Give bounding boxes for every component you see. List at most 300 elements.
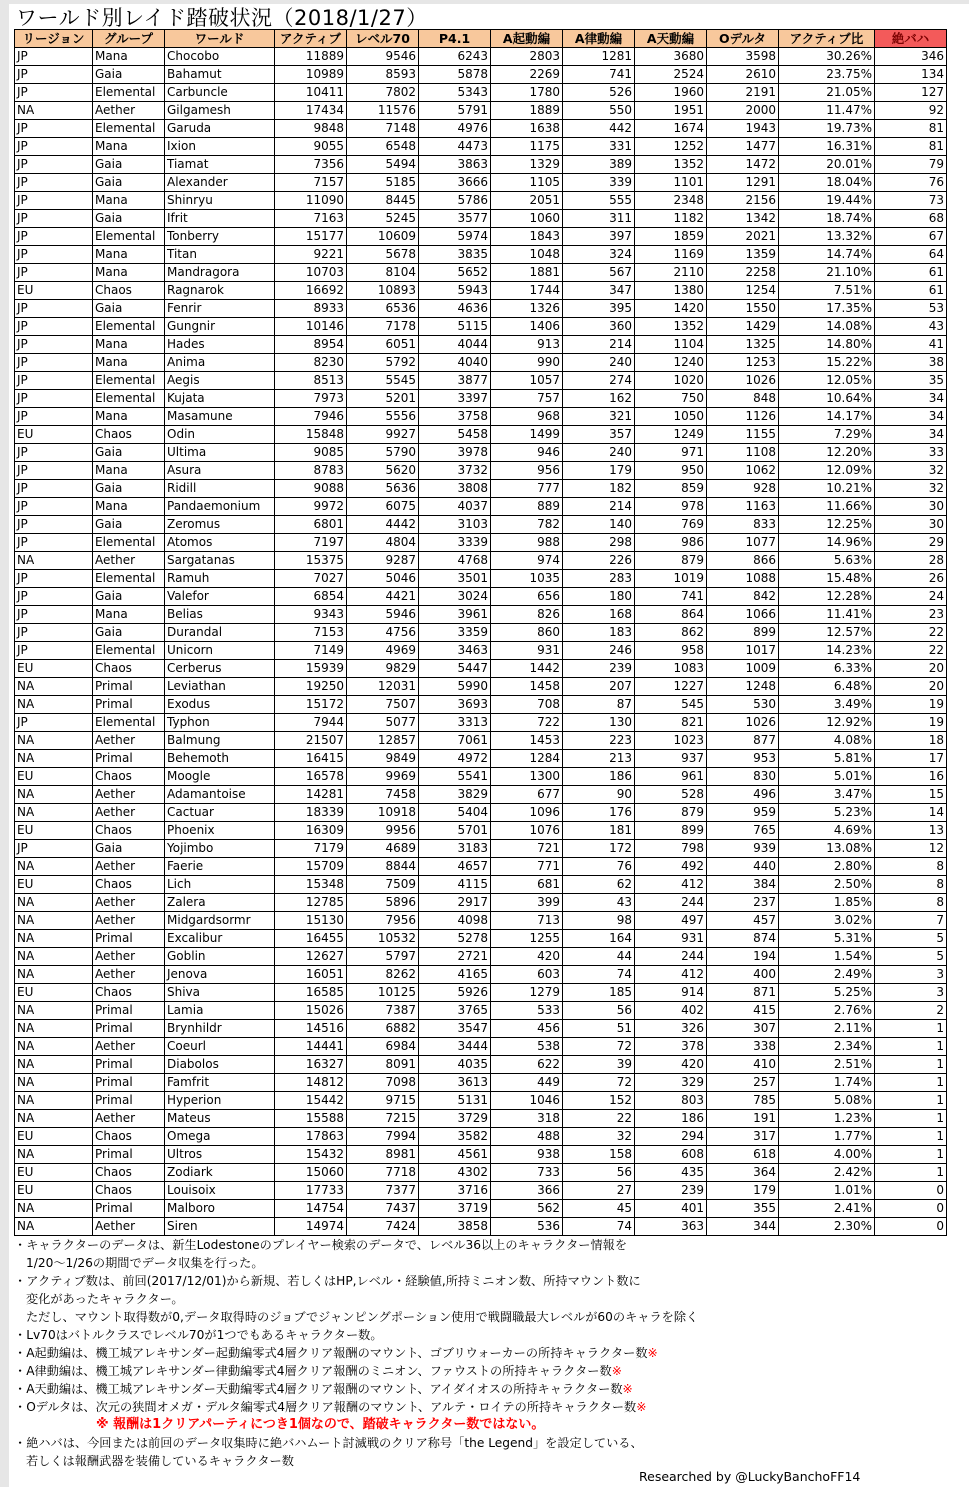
- cell-world: Tiamat: [165, 156, 275, 174]
- cell-o-delta: 237: [707, 894, 779, 912]
- table-row: [15, 156, 947, 174]
- cell-ultimate-bahamut: 8: [875, 858, 947, 876]
- cell-a-kido: 1076: [491, 822, 563, 840]
- cell-active-ratio: 2.34%: [779, 1038, 875, 1056]
- cell-a-tendo: 1101: [635, 174, 707, 192]
- cell-ultimate-bahamut: 8: [875, 894, 947, 912]
- cell-a-ritsudo: 181: [563, 822, 635, 840]
- cell-group: Gaia: [93, 840, 165, 858]
- cell-region: EU: [15, 822, 93, 840]
- cell-p41: 3961: [419, 606, 491, 624]
- cell-a-kido: 538: [491, 1038, 563, 1056]
- cell-p41: 2917: [419, 894, 491, 912]
- cell-group: Mana: [93, 336, 165, 354]
- cell-region: JP: [15, 192, 93, 210]
- cell-ultimate-bahamut: 38: [875, 354, 947, 372]
- cell-active-ratio: 1.54%: [779, 948, 875, 966]
- cell-active: 7946: [275, 408, 347, 426]
- cell-p41: 3339: [419, 534, 491, 552]
- cell-a-tendo: 402: [635, 1002, 707, 1020]
- cell-level70: 9956: [347, 822, 419, 840]
- table-body: [15, 48, 947, 1236]
- table-row: [15, 444, 947, 462]
- cell-a-tendo: 1951: [635, 102, 707, 120]
- cell-active-ratio: 12.20%: [779, 444, 875, 462]
- cell-active-ratio: 21.05%: [779, 84, 875, 102]
- cell-group: Chaos: [93, 660, 165, 678]
- cell-o-delta: 1017: [707, 642, 779, 660]
- cell-group: Mana: [93, 354, 165, 372]
- cell-level70: 7215: [347, 1110, 419, 1128]
- cell-active-ratio: 7.51%: [779, 282, 875, 300]
- cell-a-kido: 318: [491, 1110, 563, 1128]
- cell-o-delta: 1088: [707, 570, 779, 588]
- cell-p41: 3732: [419, 462, 491, 480]
- note-a-ritsudo: ・A律動編は、機工城アレキサンダー律動編零式4層クリア報酬のミニオン、ファウストの所持キャラクター数※: [14, 1364, 622, 1378]
- cell-region: JP: [15, 534, 93, 552]
- cell-p41: 5926: [419, 984, 491, 1002]
- cell-region: NA: [15, 1200, 93, 1218]
- cell-level70: 10125: [347, 984, 419, 1002]
- cell-a-kido: 449: [491, 1074, 563, 1092]
- cell-o-delta: 1342: [707, 210, 779, 228]
- cell-ultimate-bahamut: 1: [875, 1110, 947, 1128]
- cell-p41: 5404: [419, 804, 491, 822]
- cell-a-kido: 1096: [491, 804, 563, 822]
- cell-region: EU: [15, 768, 93, 786]
- table-row: [15, 1002, 947, 1020]
- cell-a-ritsudo: 152: [563, 1092, 635, 1110]
- cell-a-kido: 913: [491, 336, 563, 354]
- cell-a-tendo: 420: [635, 1056, 707, 1074]
- cell-o-delta: 191: [707, 1110, 779, 1128]
- cell-level70: 5545: [347, 372, 419, 390]
- cell-region: EU: [15, 1182, 93, 1200]
- cell-ultimate-bahamut: 1: [875, 1056, 947, 1074]
- cell-p41: 3858: [419, 1218, 491, 1236]
- cell-ultimate-bahamut: 1: [875, 1128, 947, 1146]
- cell-active: 16578: [275, 768, 347, 786]
- cell-a-kido: 1057: [491, 372, 563, 390]
- cell-a-tendo: 1859: [635, 228, 707, 246]
- cell-active-ratio: 18.74%: [779, 210, 875, 228]
- table-row: [15, 804, 947, 822]
- cell-p41: 5878: [419, 66, 491, 84]
- cell-ultimate-bahamut: 68: [875, 210, 947, 228]
- cell-level70: 5790: [347, 444, 419, 462]
- table-row: [15, 1020, 947, 1038]
- col-header-a-tendo: A天動編: [635, 30, 707, 48]
- left-border: [0, 0, 9, 1487]
- cell-level70: 6075: [347, 498, 419, 516]
- cell-p41: 4561: [419, 1146, 491, 1164]
- cell-active-ratio: 2.51%: [779, 1056, 875, 1074]
- cell-p41: 4037: [419, 498, 491, 516]
- table-row: [15, 894, 947, 912]
- cell-active-ratio: 12.92%: [779, 714, 875, 732]
- cell-world: Masamune: [165, 408, 275, 426]
- notes-section: [14, 1236, 954, 1470]
- cell-region: JP: [15, 354, 93, 372]
- cell-o-delta: 1163: [707, 498, 779, 516]
- cell-level70: 5620: [347, 462, 419, 480]
- cell-a-kido: 1035: [491, 570, 563, 588]
- cell-level70: 9849: [347, 750, 419, 768]
- cell-world: Malboro: [165, 1200, 275, 1218]
- cell-a-kido: 1406: [491, 318, 563, 336]
- cell-p41: 3577: [419, 210, 491, 228]
- cell-ultimate-bahamut: 41: [875, 336, 947, 354]
- col-header-world: ワールド: [165, 30, 275, 48]
- cell-a-kido: 1046: [491, 1092, 563, 1110]
- cell-a-tendo: 1252: [635, 138, 707, 156]
- cell-ultimate-bahamut: 81: [875, 120, 947, 138]
- cell-level70: 12857: [347, 732, 419, 750]
- cell-active: 15130: [275, 912, 347, 930]
- cell-active: 9221: [275, 246, 347, 264]
- cell-a-ritsudo: 76: [563, 858, 635, 876]
- cell-level70: 7956: [347, 912, 419, 930]
- table-row: [15, 966, 947, 984]
- cell-active-ratio: 14.80%: [779, 336, 875, 354]
- cell-world: Hyperion: [165, 1092, 275, 1110]
- cell-p41: 3877: [419, 372, 491, 390]
- cell-a-kido: 889: [491, 498, 563, 516]
- cell-p41: 4473: [419, 138, 491, 156]
- cell-p41: 3666: [419, 174, 491, 192]
- cell-a-kido: 2269: [491, 66, 563, 84]
- cell-world: Hades: [165, 336, 275, 354]
- cell-region: NA: [15, 858, 93, 876]
- table-row: [15, 606, 947, 624]
- table-row: [15, 840, 947, 858]
- cell-a-ritsudo: 168: [563, 606, 635, 624]
- cell-o-delta: 1066: [707, 606, 779, 624]
- cell-p41: 2721: [419, 948, 491, 966]
- cell-a-ritsudo: 397: [563, 228, 635, 246]
- table-row: [15, 1038, 947, 1056]
- cell-a-ritsudo: 347: [563, 282, 635, 300]
- cell-active: 7027: [275, 570, 347, 588]
- table-row: [15, 1146, 947, 1164]
- cell-p41: 5974: [419, 228, 491, 246]
- cell-p41: 3582: [419, 1128, 491, 1146]
- col-header-p41: P4.1: [419, 30, 491, 48]
- cell-o-delta: 400: [707, 966, 779, 984]
- cell-a-ritsudo: 226: [563, 552, 635, 570]
- cell-ultimate-bahamut: 18: [875, 732, 947, 750]
- cell-level70: 8844: [347, 858, 419, 876]
- cell-p41: 3547: [419, 1020, 491, 1038]
- table-row: [15, 588, 947, 606]
- table-row: [15, 336, 947, 354]
- cell-region: JP: [15, 174, 93, 192]
- cell-a-ritsudo: 186: [563, 768, 635, 786]
- cell-active: 8783: [275, 462, 347, 480]
- cell-active-ratio: 10.21%: [779, 480, 875, 498]
- cell-a-ritsudo: 389: [563, 156, 635, 174]
- cell-p41: 3829: [419, 786, 491, 804]
- cell-active: 9972: [275, 498, 347, 516]
- cell-level70: 5946: [347, 606, 419, 624]
- cell-ultimate-bahamut: 23: [875, 606, 947, 624]
- cell-a-tendo: 879: [635, 552, 707, 570]
- note-active-cont: 変化があったキャラクター。: [26, 1292, 184, 1306]
- cell-p41: 5943: [419, 282, 491, 300]
- cell-level70: 5556: [347, 408, 419, 426]
- cell-group: Gaia: [93, 444, 165, 462]
- cell-active-ratio: 12.25%: [779, 516, 875, 534]
- cell-ultimate-bahamut: 0: [875, 1182, 947, 1200]
- cell-ultimate-bahamut: 76: [875, 174, 947, 192]
- table-row: [15, 984, 947, 1002]
- table-row: [15, 210, 947, 228]
- cell-a-tendo: 803: [635, 1092, 707, 1110]
- cell-ultimate-bahamut: 1: [875, 1092, 947, 1110]
- cell-level70: 7424: [347, 1218, 419, 1236]
- cell-a-ritsudo: 56: [563, 1002, 635, 1020]
- cell-region: JP: [15, 228, 93, 246]
- cell-o-delta: 338: [707, 1038, 779, 1056]
- cell-a-kido: 931: [491, 642, 563, 660]
- cell-ultimate-bahamut: 61: [875, 264, 947, 282]
- cell-ultimate-bahamut: 92: [875, 102, 947, 120]
- cell-a-kido: 456: [491, 1020, 563, 1038]
- cell-region: NA: [15, 1056, 93, 1074]
- cell-world: Behemoth: [165, 750, 275, 768]
- cell-active-ratio: 5.23%: [779, 804, 875, 822]
- cell-ultimate-bahamut: 43: [875, 318, 947, 336]
- cell-active-ratio: 5.01%: [779, 768, 875, 786]
- cell-a-kido: 1780: [491, 84, 563, 102]
- cell-level70: 6536: [347, 300, 419, 318]
- cell-active: 8954: [275, 336, 347, 354]
- cell-a-ritsudo: 360: [563, 318, 635, 336]
- cell-region: EU: [15, 426, 93, 444]
- cell-group: Elemental: [93, 390, 165, 408]
- cell-world: Ixion: [165, 138, 275, 156]
- cell-active: 15060: [275, 1164, 347, 1182]
- table-row: [15, 408, 947, 426]
- cell-a-kido: 1453: [491, 732, 563, 750]
- cell-ultimate-bahamut: 5: [875, 930, 947, 948]
- cell-ultimate-bahamut: 67: [875, 228, 947, 246]
- cell-a-kido: 777: [491, 480, 563, 498]
- cell-o-delta: 1477: [707, 138, 779, 156]
- cell-p41: 5447: [419, 660, 491, 678]
- cell-a-tendo: 329: [635, 1074, 707, 1092]
- cell-region: JP: [15, 714, 93, 732]
- cell-active-ratio: 1.23%: [779, 1110, 875, 1128]
- cell-o-delta: 1943: [707, 120, 779, 138]
- cell-active: 7179: [275, 840, 347, 858]
- table-row: [15, 282, 947, 300]
- cell-level70: 6051: [347, 336, 419, 354]
- table-row: [15, 498, 947, 516]
- cell-world: Carbuncle: [165, 84, 275, 102]
- cell-o-delta: 415: [707, 1002, 779, 1020]
- cell-active: 7973: [275, 390, 347, 408]
- cell-active-ratio: 2.30%: [779, 1218, 875, 1236]
- cell-world: Louisoix: [165, 1182, 275, 1200]
- table-row: [15, 660, 947, 678]
- cell-a-tendo: 497: [635, 912, 707, 930]
- cell-group: Elemental: [93, 372, 165, 390]
- cell-a-kido: 708: [491, 696, 563, 714]
- cell-level70: 4421: [347, 588, 419, 606]
- cell-p41: 3103: [419, 516, 491, 534]
- cell-a-tendo: 1380: [635, 282, 707, 300]
- cell-active-ratio: 11.47%: [779, 102, 875, 120]
- cell-active-ratio: 7.29%: [779, 426, 875, 444]
- table-row: [15, 534, 947, 552]
- cell-active-ratio: 13.08%: [779, 840, 875, 858]
- table-row: [15, 876, 947, 894]
- cell-p41: 3978: [419, 444, 491, 462]
- cell-active: 8230: [275, 354, 347, 372]
- cell-o-delta: 874: [707, 930, 779, 948]
- cell-active-ratio: 5.25%: [779, 984, 875, 1002]
- cell-o-delta: 257: [707, 1074, 779, 1092]
- cell-level70: 7718: [347, 1164, 419, 1182]
- cell-world: Pandaemonium: [165, 498, 275, 516]
- cell-level70: 6548: [347, 138, 419, 156]
- cell-active: 7197: [275, 534, 347, 552]
- cell-group: Primal: [93, 750, 165, 768]
- cell-region: JP: [15, 462, 93, 480]
- cell-a-kido: 757: [491, 390, 563, 408]
- cell-a-ritsudo: 321: [563, 408, 635, 426]
- note-a-kido: ・A起動編は、機工城アレキサンダー起動編零式4層クリア報酬のマウント、ゴブリウォーカーの所持キャラクター数※: [14, 1346, 658, 1360]
- cell-a-tendo: 1182: [635, 210, 707, 228]
- cell-a-ritsudo: 298: [563, 534, 635, 552]
- table-row: [15, 552, 947, 570]
- cell-active-ratio: 19.73%: [779, 120, 875, 138]
- cell-active: 16585: [275, 984, 347, 1002]
- cell-active: 16327: [275, 1056, 347, 1074]
- cell-group: Chaos: [93, 984, 165, 1002]
- cell-level70: 5678: [347, 246, 419, 264]
- cell-a-ritsudo: 1281: [563, 48, 635, 66]
- cell-p41: 3765: [419, 1002, 491, 1020]
- cell-active-ratio: 5.31%: [779, 930, 875, 948]
- table-row: [15, 570, 947, 588]
- cell-o-delta: 1155: [707, 426, 779, 444]
- cell-active-ratio: 12.05%: [779, 372, 875, 390]
- cell-level70: 7377: [347, 1182, 419, 1200]
- cell-p41: 3024: [419, 588, 491, 606]
- cell-a-ritsudo: 72: [563, 1038, 635, 1056]
- cell-group: Elemental: [93, 642, 165, 660]
- cell-group: Primal: [93, 1056, 165, 1074]
- cell-a-kido: 1326: [491, 300, 563, 318]
- cell-active-ratio: 15.48%: [779, 570, 875, 588]
- col-header-active: アクティブ: [275, 30, 347, 48]
- cell-ultimate-bahamut: 17: [875, 750, 947, 768]
- cell-a-kido: 420: [491, 948, 563, 966]
- cell-region: EU: [15, 984, 93, 1002]
- cell-world: Zodiark: [165, 1164, 275, 1182]
- note-warning: ※ 報酬は1クリアパーティにつき1個なので、踏破キャラクター数ではない。: [96, 1417, 545, 1432]
- cell-a-kido: 2051: [491, 192, 563, 210]
- cell-active: 15848: [275, 426, 347, 444]
- cell-o-delta: 1472: [707, 156, 779, 174]
- cell-o-delta: 179: [707, 1182, 779, 1200]
- cell-p41: 3359: [419, 624, 491, 642]
- cell-region: JP: [15, 570, 93, 588]
- cell-p41: 5652: [419, 264, 491, 282]
- cell-active: 10989: [275, 66, 347, 84]
- cell-o-delta: 953: [707, 750, 779, 768]
- table-row: [15, 1164, 947, 1182]
- table-row: [15, 102, 947, 120]
- cell-a-tendo: 978: [635, 498, 707, 516]
- cell-world: Lamia: [165, 1002, 275, 1020]
- cell-group: Mana: [93, 48, 165, 66]
- cell-group: Aether: [93, 966, 165, 984]
- table-row: [15, 390, 947, 408]
- cell-active: 17733: [275, 1182, 347, 1200]
- cell-p41: 3463: [419, 642, 491, 660]
- cell-ultimate-bahamut: 53: [875, 300, 947, 318]
- cell-active-ratio: 5.81%: [779, 750, 875, 768]
- cell-level70: 5201: [347, 390, 419, 408]
- cell-p41: 3183: [419, 840, 491, 858]
- cell-group: Gaia: [93, 300, 165, 318]
- cell-o-delta: 3598: [707, 48, 779, 66]
- cell-region: EU: [15, 876, 93, 894]
- cell-world: Ultros: [165, 1146, 275, 1164]
- cell-a-tendo: 1023: [635, 732, 707, 750]
- cell-a-ritsudo: 182: [563, 480, 635, 498]
- cell-group: Mana: [93, 138, 165, 156]
- cell-region: JP: [15, 444, 93, 462]
- cell-group: Chaos: [93, 1164, 165, 1182]
- cell-world: Excalibur: [165, 930, 275, 948]
- cell-o-delta: 2610: [707, 66, 779, 84]
- cell-a-kido: 1458: [491, 678, 563, 696]
- cell-active: 14974: [275, 1218, 347, 1236]
- cell-a-kido: 722: [491, 714, 563, 732]
- cell-a-tendo: 1083: [635, 660, 707, 678]
- cell-region: JP: [15, 264, 93, 282]
- table-row: [15, 822, 947, 840]
- cell-active: 16455: [275, 930, 347, 948]
- cell-world: Brynhildr: [165, 1020, 275, 1038]
- cell-group: Chaos: [93, 876, 165, 894]
- table-row: [15, 678, 947, 696]
- cell-active-ratio: 5.08%: [779, 1092, 875, 1110]
- cell-active: 15432: [275, 1146, 347, 1164]
- cell-level70: 9287: [347, 552, 419, 570]
- col-header-level70: レベル70: [347, 30, 419, 48]
- cell-level70: 6882: [347, 1020, 419, 1038]
- cell-a-ritsudo: 51: [563, 1020, 635, 1038]
- cell-o-delta: 1291: [707, 174, 779, 192]
- cell-group: Gaia: [93, 66, 165, 84]
- cell-active: 14441: [275, 1038, 347, 1056]
- cell-group: Gaia: [93, 624, 165, 642]
- cell-active-ratio: 4.69%: [779, 822, 875, 840]
- cell-a-ritsudo: 87: [563, 696, 635, 714]
- cell-world: Kujata: [165, 390, 275, 408]
- cell-p41: 4098: [419, 912, 491, 930]
- cell-active-ratio: 14.23%: [779, 642, 875, 660]
- cell-ultimate-bahamut: 1: [875, 1164, 947, 1182]
- cell-active: 14281: [275, 786, 347, 804]
- cell-active: 14516: [275, 1020, 347, 1038]
- cell-active: 15172: [275, 696, 347, 714]
